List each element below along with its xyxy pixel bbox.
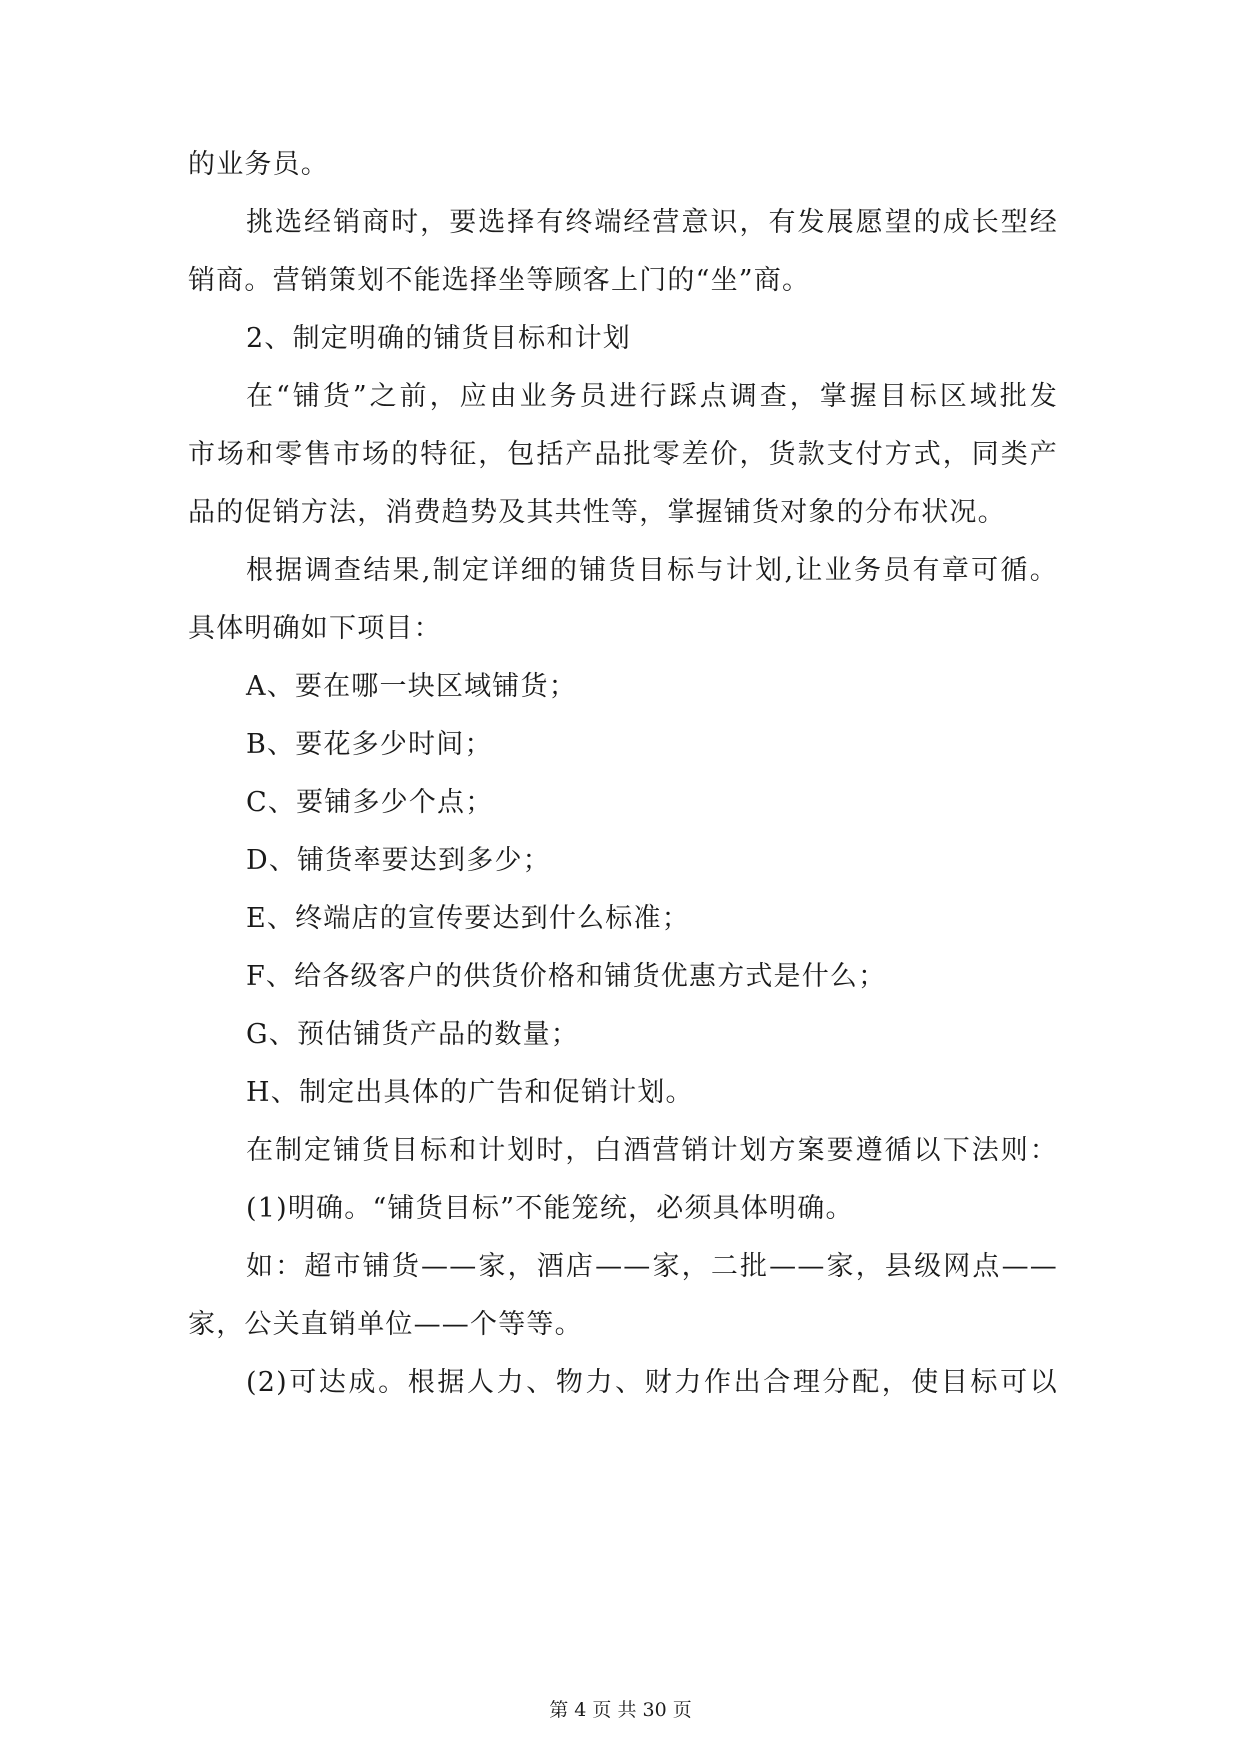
list-item: H、制定出具体的广告和促销计划。 xyxy=(246,1077,694,1108)
list-item: A、要在哪一块区域铺货； xyxy=(246,671,577,702)
text-line: 的业务员。 xyxy=(188,149,329,180)
text-line: 在“铺货”之前，应由业务员进行踩点调查，掌握目标区域批发 xyxy=(246,381,1058,412)
section-heading: 2、制定明确的铺货目标和计划 xyxy=(246,323,631,354)
list-item: G、预估铺货产品的数量； xyxy=(246,1019,579,1050)
text-line: 品的促销方法，消费趋势及其共性等，掌握铺货对象的分布状况。 xyxy=(188,497,1006,528)
text-line: 具体明确如下项目： xyxy=(188,613,442,644)
text-line: (1)明确。“铺货目标”不能笼统，必须具体明确。 xyxy=(246,1193,854,1224)
text-line: 家，公关直销单位——个等等。 xyxy=(188,1309,583,1340)
list-item: B、要花多少时间； xyxy=(246,729,493,760)
list-item: C、要铺多少个点； xyxy=(246,787,494,818)
page-number-footer: 第 4 页 共 30 页 xyxy=(549,1699,692,1721)
text-line: 市场和零售市场的特征，包括产品批零差价，货款支付方式，同类产 xyxy=(188,439,1058,470)
list-item: E、终端店的宣传要达到什么标准； xyxy=(246,903,690,934)
list-item: D、铺货率要达到多少； xyxy=(246,845,551,876)
text-line: 在制定铺货目标和计划时，白酒营销计划方案要遵循以下法则： xyxy=(246,1135,1058,1166)
text-line: 挑选经销商时，要选择有终端经营意识，有发展愿望的成长型经 xyxy=(246,207,1058,238)
text-line: 如：超市铺货——家，酒店——家，二批——家，县级网点—— xyxy=(246,1251,1058,1282)
list-item: F、给各级客户的供货价格和铺货优惠方式是什么； xyxy=(246,961,887,992)
text-line: 根据调查结果,制定详细的铺货目标与计划,让业务员有章可循。 xyxy=(246,555,1058,586)
text-line: 销商。营销策划不能选择坐等顾客上门的“坐”商。 xyxy=(188,265,811,296)
text-line: (2)可达成。根据人力、物力、财力作出合理分配，使目标可以 xyxy=(246,1367,1058,1398)
